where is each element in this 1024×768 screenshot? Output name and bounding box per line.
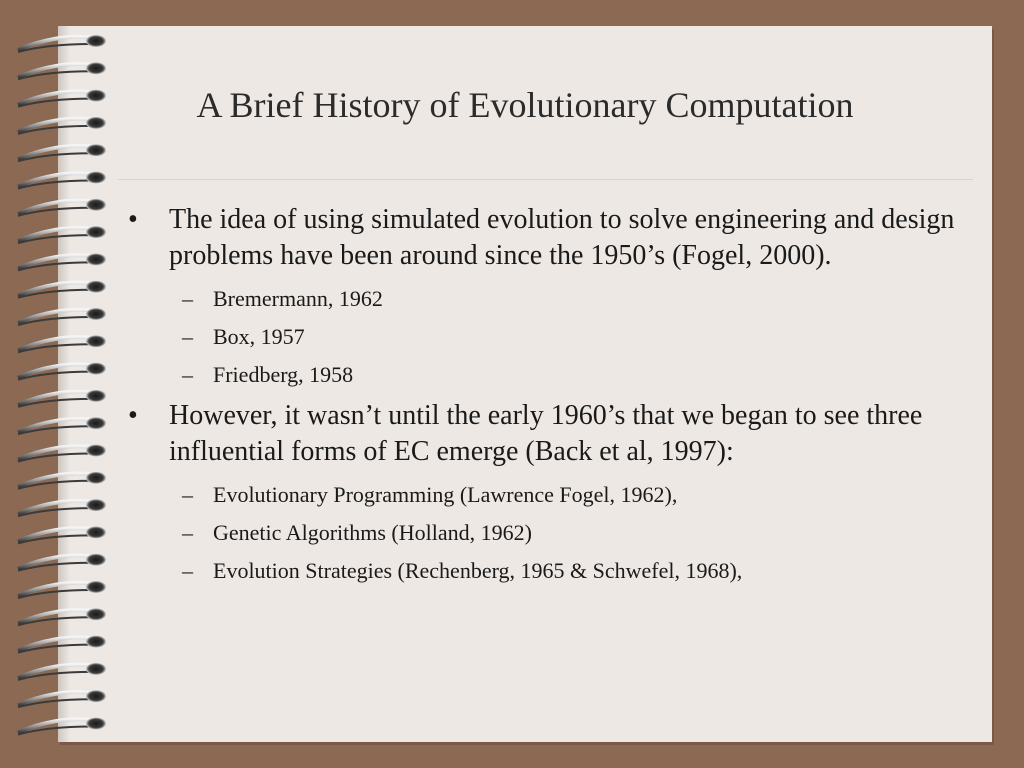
sub-marker: – bbox=[182, 324, 193, 349]
spiral-binding-icon bbox=[0, 20, 120, 750]
sub-marker: – bbox=[182, 362, 193, 387]
spiral-hole bbox=[86, 281, 106, 293]
sub-text: Evolutionary Programming (Lawrence Fogel, 1962), bbox=[213, 482, 678, 507]
bullet-marker: • bbox=[128, 204, 138, 235]
spiral-hole bbox=[86, 636, 106, 648]
slide-content bbox=[128, 202, 968, 590]
sub-text: Friedberg, 1958 bbox=[213, 362, 354, 387]
spiral-hole bbox=[86, 445, 106, 457]
bullet-item bbox=[128, 398, 968, 470]
spiral-hole bbox=[86, 472, 106, 484]
spiral-hole bbox=[86, 554, 106, 566]
spiral-hole bbox=[86, 253, 106, 265]
sub-marker: – bbox=[182, 558, 193, 583]
spiral-hole bbox=[86, 62, 106, 74]
spiral-hole bbox=[86, 690, 106, 702]
spiral-hole bbox=[86, 663, 106, 675]
spiral-hole bbox=[86, 35, 106, 47]
sub-text: Evolution Strategies (Rechenberg, 1965 & Schwefel, 1968), bbox=[213, 558, 743, 583]
sub-marker: – bbox=[182, 286, 193, 311]
sub-item bbox=[182, 514, 968, 552]
bullet-text: However, it wasn’t until the early 1960’s that we began to see three influential forms of EC emerge (Back et al, 1997): bbox=[169, 400, 923, 467]
bullet-marker: • bbox=[128, 400, 138, 431]
sub-item bbox=[182, 318, 968, 356]
spiral-hole bbox=[86, 199, 106, 211]
spiral-hole bbox=[86, 581, 106, 593]
spiral-hole bbox=[86, 335, 106, 347]
spiral-hole bbox=[86, 417, 106, 429]
bullet-text: The idea of using simulated evolution to solve engineering and design problems have been around since the 1950’s (Fogel, 2000). bbox=[169, 204, 955, 271]
spiral-hole bbox=[86, 718, 106, 730]
sub-text: Genetic Algorithms (Holland, 1962) bbox=[213, 520, 532, 545]
title-divider bbox=[118, 179, 973, 180]
sub-marker: – bbox=[182, 482, 193, 507]
sub-text: Bremermann, 1962 bbox=[213, 286, 383, 311]
spiral-hole bbox=[86, 363, 106, 375]
spiral-hole bbox=[86, 144, 106, 156]
spiral-hole bbox=[86, 308, 106, 320]
spiral-hole bbox=[86, 526, 106, 538]
spiral-hole bbox=[86, 172, 106, 184]
sub-item bbox=[182, 280, 968, 318]
spiral-hole bbox=[86, 499, 106, 511]
spiral-hole bbox=[86, 226, 106, 238]
sub-text: Box, 1957 bbox=[213, 324, 305, 349]
sub-marker: – bbox=[182, 520, 193, 545]
sub-item bbox=[182, 356, 968, 394]
bullet-item bbox=[128, 202, 968, 274]
sub-item bbox=[182, 476, 968, 514]
spiral-hole bbox=[86, 390, 106, 402]
sub-item bbox=[182, 552, 968, 590]
slide-title: A Brief History of Evolutionary Computation bbox=[196, 85, 854, 125]
spiral-hole bbox=[86, 608, 106, 620]
